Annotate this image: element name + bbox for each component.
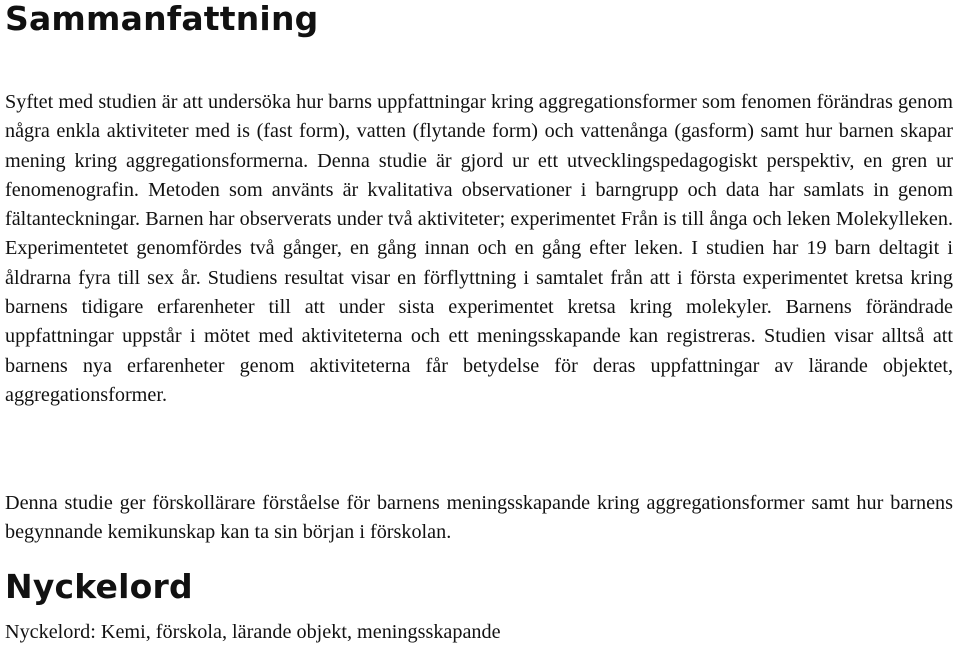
summary-paragraph-1: Syftet med studien är att undersöka hur barns uppfattningar kring aggregationsformer som fenomen förändras genom några enkla aktiviteter med is (fast form), vatten (flytande form) och vattenånga (gasform) samt hur barnen skapar mening kring aggregationsformerna. Denna studie är gjord ur ett utvecklingspedagogiskt perspektiv, en gren ur fenomenografin. Metoden som använts är kvalitativa observationer i barngrupp och data har samlats in genom fältanteckningar. Barnen har observerats under två aktiviteter; experimentet Från is till ånga och leken Molekylleken. Experimentetet genomfördes två gånger, en gång innan och en gång efter leken. I studien har 19 barn deltagit i åldrarna fyra till sex år. Studiens resultat visar en förflyttning i samtalet från att i första experimentet kretsa kring barnens tidigare erfarenheter till att under sista experimentet kretsa kring molekyler. Barnens förändrade uppfattningar uppstår i mötet med aktiviteterna och ett meningsskapande kan registreras. Studien visar alltså att barnens nya erfarenheter genom aktiviteterna får betydelse för deras uppfattningar av lärande objektet, aggregationsformer. — [5, 91, 953, 406]
keywords-heading: Nyckelord — [5, 567, 193, 606]
summary-paragraph-2: Denna studie ger förskollärare förståelse för barnens meningsskapande kring aggregationsformer samt hur barnens begynnande kemikunskap kan ta sin början i förskolan. — [5, 492, 953, 544]
keywords-text: Nyckelord: Kemi, förskola, lärande objekt, meningsskapande — [5, 621, 501, 643]
summary-heading: Sammanfattning — [5, 0, 319, 38]
